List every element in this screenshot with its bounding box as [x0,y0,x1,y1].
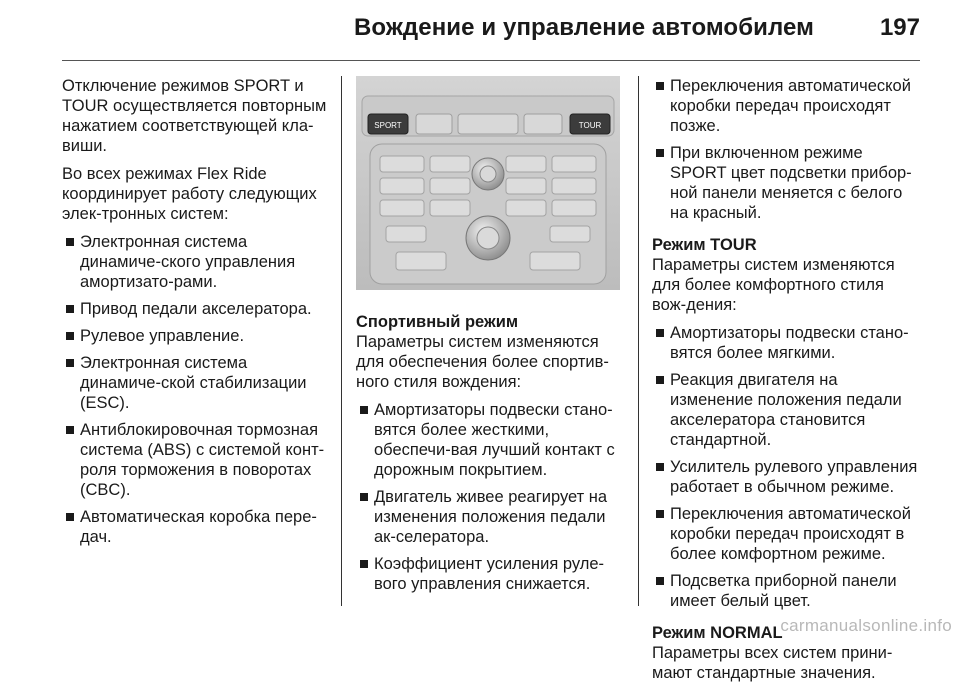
heading-sport-mode: Спортивный режим [356,313,519,331]
sport-list-continued [652,76,922,223]
sport-list [356,400,626,594]
systems-list [62,232,332,547]
console-illustration [356,76,620,290]
heading-normal-mode: Режим NORMAL [652,624,783,642]
list-item: Амортизаторы подвески стано-вятся более мягкими. [652,323,922,363]
list-item: Рулевое управление. [62,326,332,346]
tour-button-label: TOUR [578,121,602,130]
paragraph-disable-modes: Отключение режимов SPORT и TOUR осуществляется повторным нажатием соответствующей кла-виши. [62,77,327,155]
page-number: 197 [879,14,920,41]
sport-button[interactable] [368,114,408,134]
console-button [524,114,562,134]
sport-button-label: SPORT [374,121,402,130]
column-right [652,76,922,691]
console-drawing [356,76,620,290]
column-divider-right [638,76,639,606]
list-item: Переключения автоматической коробки передач происходят в более комфортном режиме. [652,504,922,564]
list-item: Коэффициент усиления руле-вого управления снижается. [356,554,626,594]
list-item: Привод педали акселератора. [62,299,332,319]
list-item: Реакция двигателя на изменение положения педали акселератора становится стандартной. [652,370,922,450]
list-item: Подсветка приборной панели имеет белый цвет. [652,571,922,611]
list-item: Антиблокировочная тормозная система (ABS) с системой конт-роля торможения в поворотах (CBC). [62,420,332,500]
tour-button[interactable] [570,114,610,134]
paragraph-normal-intro: Параметры всех систем прини-мают стандартные значения. [652,644,893,682]
page-header [62,0,920,61]
list-item: Электронная система динамиче-ской стабилизации (ESC). [62,353,332,413]
column-middle [356,308,626,602]
list-item: Электронная система динамиче-ского управления амортизато-рами. [62,232,332,292]
list-item: Амортизаторы подвески стано-вятся более жесткими, обеспечи-вая лучший контакт с дорожным покрытием. [356,400,626,480]
list-item: Переключения автоматической коробки передач происходят позже. [652,76,922,136]
console-button [458,114,518,134]
paragraph-flexride: Во всех режимах Flex Ride координирует работу следующих элек-тронных систем: [62,165,317,223]
list-item: Двигатель живее реагирует на изменения положения педали ак-селератора. [356,487,626,547]
column-left [62,76,332,555]
list-item: Автоматическая коробка пере-дач. [62,507,332,547]
heading-tour-mode: Режим TOUR [652,236,757,254]
page-title: Вождение и управление автомобилем [353,14,814,41]
upper-knob-center [480,166,496,182]
lower-knob-center [477,227,499,249]
column-divider-left [341,76,342,606]
console-button [416,114,452,134]
watermark: carmanualsonline.info [780,616,952,635]
paragraph-tour-intro: Параметры систем изменяются для более комфортного стиля вож-дения: [652,256,895,314]
paragraph-sport-intro: Параметры систем изменяются для обеспечения более спортив-ного стиля вождения: [356,333,609,391]
tour-list [652,323,922,611]
list-item: Усилитель рулевого управления работает в обычном режиме. [652,457,922,497]
list-item: При включенном режиме SPORT цвет подсветки прибор-ной панели меняется с белого на красный. [652,143,922,223]
